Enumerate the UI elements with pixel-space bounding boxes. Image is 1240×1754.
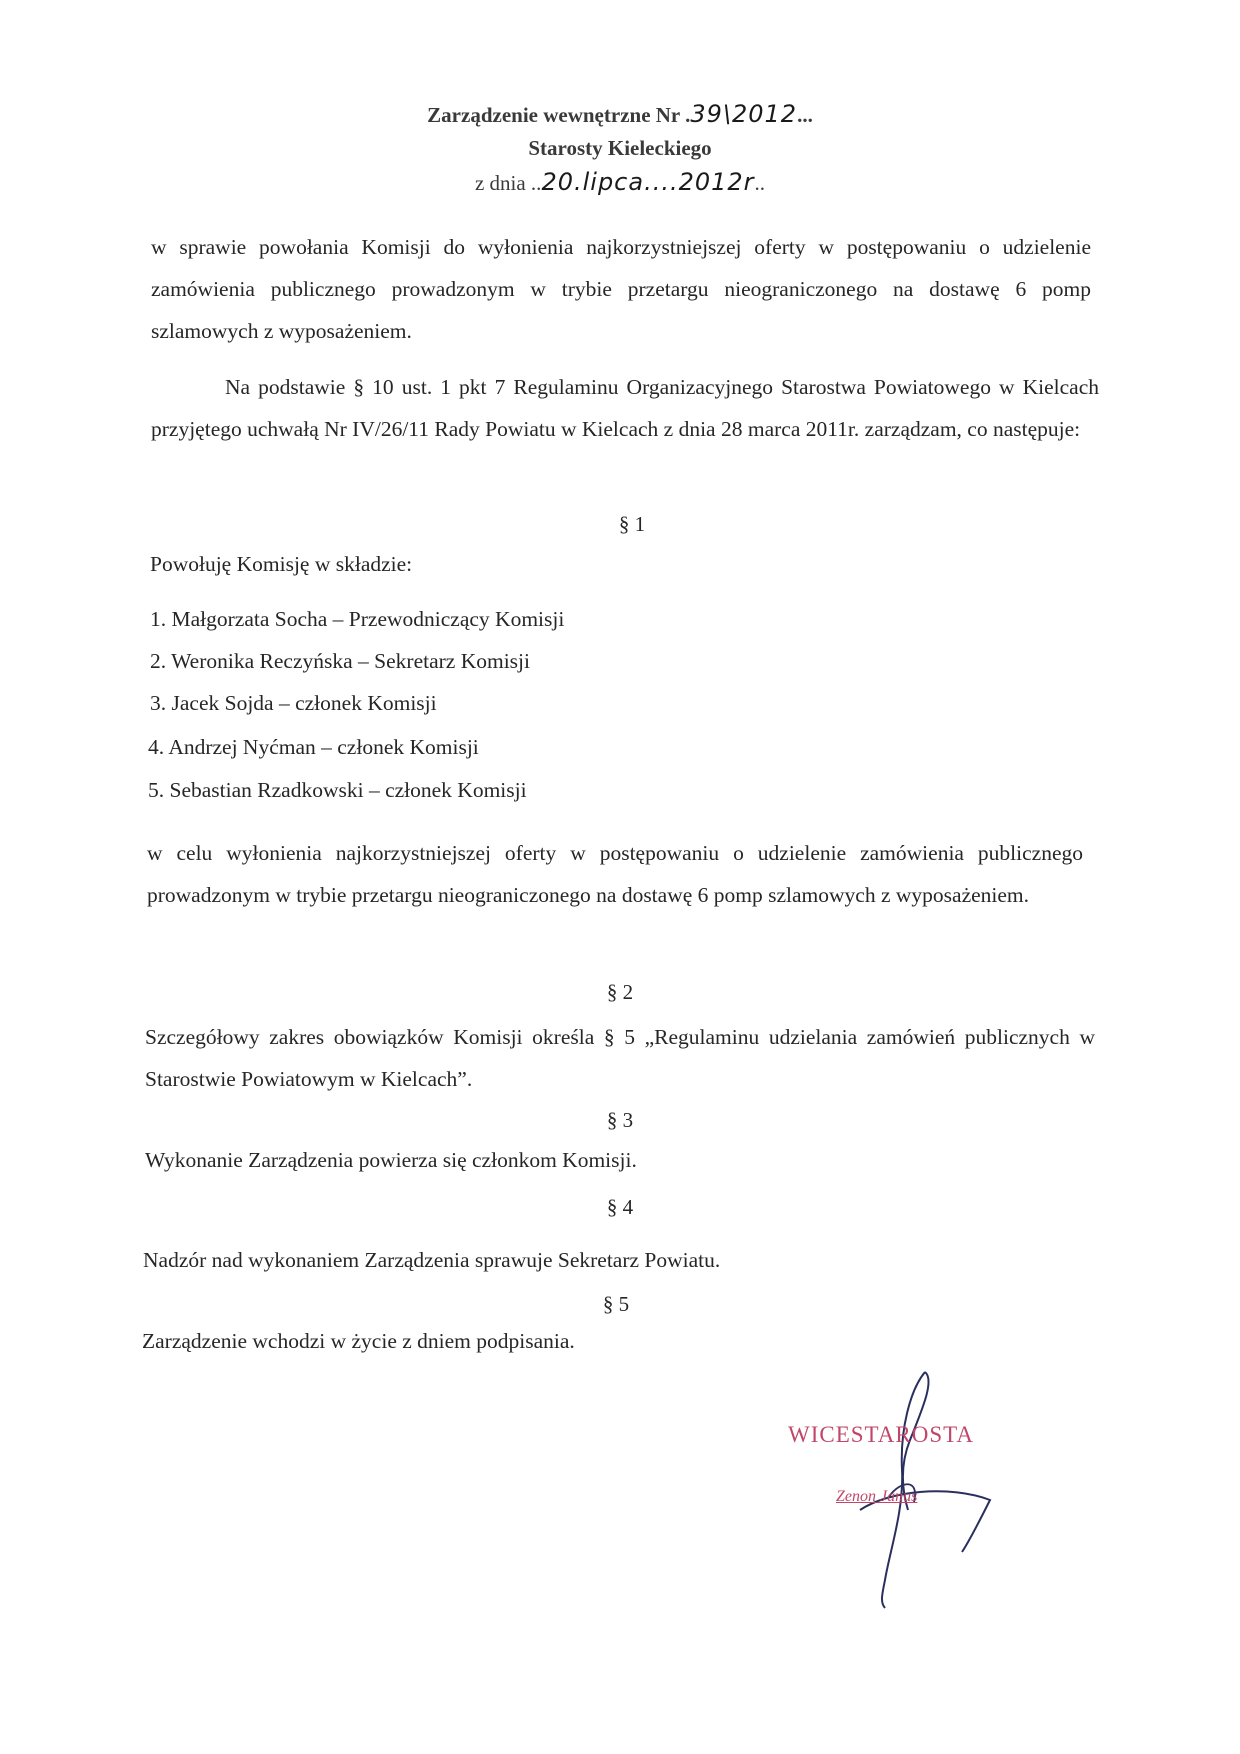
handwritten-date: 20.lipca....2012r <box>541 168 755 196</box>
scope-paragraph: Szczegółowy zakres obowiązków Komisji określa § 5 „Regulaminu udzielania zamówień publicznych w Starostwie Powiatowym w Kielcach”. <box>145 1025 1095 1091</box>
legal-basis-paragraph: Na podstawie § 10 ust. 1 pkt 7 Regulaminu Organizacyjnego Starostwa Powiatowego w Kielcach przyjętego uchwałą Nr IV/26/11 Rady Powiatu w Kielcach z dnia 28 marca 2011r. zarządzam, co następuje: <box>151 375 1099 441</box>
effective-line: Zarządzenie wchodzi w życie z dniem podpisania. <box>142 1329 575 1353</box>
appointment-line: Powołuję Komisję w składzie: <box>150 552 413 576</box>
member-item: 1. Małgorzata Socha – Przewodniczący Komisji <box>150 607 565 631</box>
intro-paragraph: w sprawie powołania Komisji do wyłonienia najkorzystniejszej oferty w postępowaniu o udzielenie zamówienia publicznego prowadzonym w trybie przetargu nieograniczonego na dostawę 6 pomp szlamowych z wyposażeniem. <box>151 235 1091 343</box>
stamp-name: Zenon Janus <box>836 1488 918 1505</box>
handwritten-number: 39\2012 <box>690 100 798 128</box>
section-4-heading: § 4 <box>606 1195 634 1219</box>
section-2-heading: § 2 <box>606 980 634 1004</box>
document-title <box>0 100 1240 128</box>
goal-paragraph: w celu wyłonienia najkorzystniejszej oferty w postępowaniu o udzielenie zamówienia publicznego prowadzonym w trybie przetargu nieograniczonego na dostawę 6 pomp szlamowych z wyposażeniem. <box>147 841 1083 907</box>
authority: Starosty Kieleckiego <box>528 136 712 160</box>
section-1-heading: § 1 <box>618 512 646 536</box>
member-item: 2. Weronika Reczyńska – Sekretarz Komisji <box>150 649 530 673</box>
member-item: 4. Andrzej Nyćman – członek Komisji <box>148 735 479 759</box>
member-item: 5. Sebastian Rzadkowski – członek Komisji <box>148 778 527 802</box>
date-suffix: .. <box>754 171 766 195</box>
supervision-line: Nadzór nad wykonaniem Zarządzenia sprawuje Sekretarz Powiatu. <box>143 1248 721 1272</box>
date-prefix: z dnia .. <box>474 171 542 195</box>
execution-line: Wykonanie Zarządzenia powierza się członkom Komisji. <box>145 1148 637 1172</box>
document-date <box>0 168 1240 196</box>
section-3-heading: § 3 <box>606 1108 634 1132</box>
member-item: 3. Jacek Sojda – członek Komisji <box>150 691 437 715</box>
stamp-title: WICESTAROSTA <box>788 1422 974 1447</box>
title-prefix: Zarządzenie wewnętrzne Nr . <box>427 103 691 127</box>
section-5-heading: § 5 <box>602 1292 630 1316</box>
title-suffix: ... <box>797 103 813 127</box>
